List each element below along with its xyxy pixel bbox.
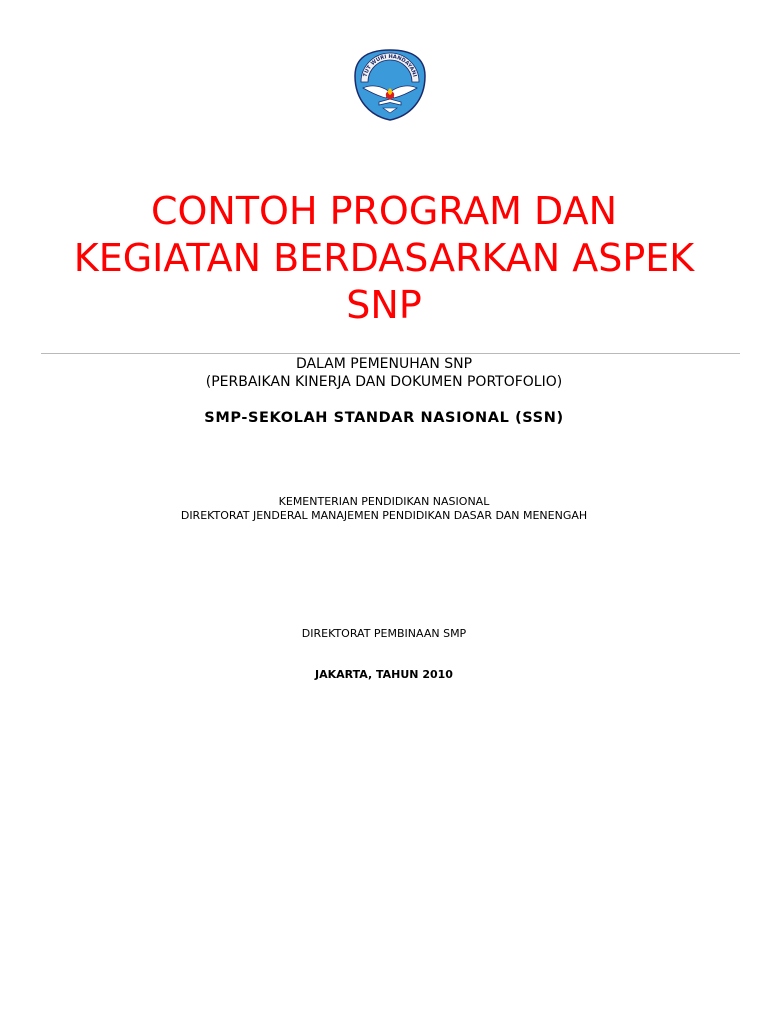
school-type-heading: SMP-SEKOLAH STANDAR NASIONAL (SSN) xyxy=(204,410,564,426)
ministry-name: KEMENTERIAN PENDIDIKAN NASIONAL xyxy=(278,495,490,508)
title-line-3: SNP xyxy=(346,283,422,327)
subtitle-line-1: DALAM PEMENUHAN SNP xyxy=(295,356,473,372)
title-line-2: KEGIATAN BERDASARKAN ASPEK xyxy=(73,236,695,280)
document-subtitle xyxy=(0,355,768,391)
place-and-year: JAKARTA, TAHUN 2010 xyxy=(315,668,453,681)
ministry-block xyxy=(0,495,768,523)
tut-wuri-handayani-logo xyxy=(352,48,428,122)
logo-motto-text: TUT WURI HANDAYANI xyxy=(362,53,418,78)
directorate-general-name: DIREKTORAT JENDERAL MANAJEMEN PENDIDIKAN DASAR DAN MENENGAH xyxy=(180,509,588,522)
directorate-name: DIREKTORAT PEMBINAAN SMP xyxy=(301,627,467,640)
logo-emblem-icon xyxy=(352,48,428,122)
subtitle-line-2: (PERBAIKAN KINERJA DAN DOKUMEN PORTOFOLIO) xyxy=(205,374,563,390)
title-line-1: CONTOH PROGRAM DAN xyxy=(150,189,618,233)
title-divider xyxy=(41,353,740,354)
document-title xyxy=(20,188,748,329)
